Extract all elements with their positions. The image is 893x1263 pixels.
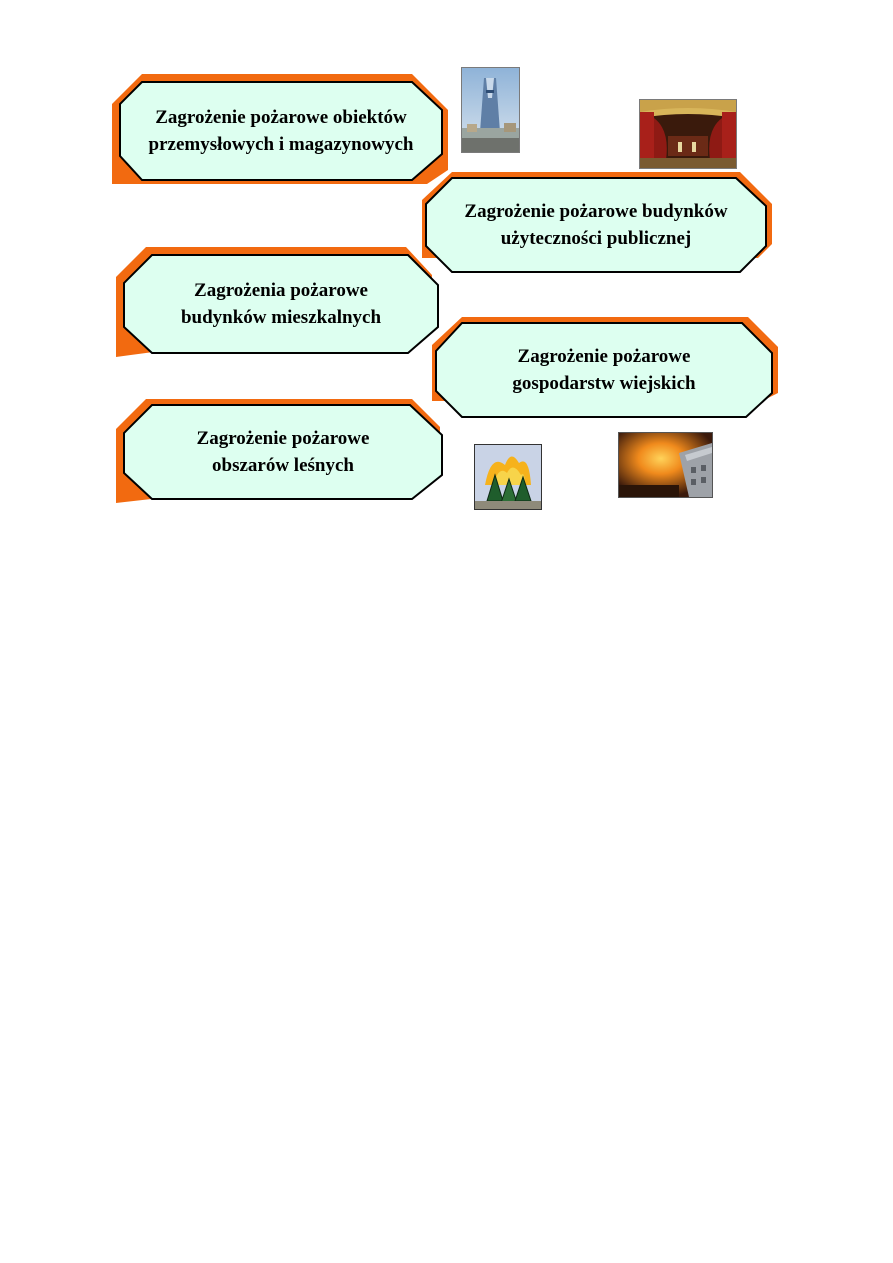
card-forest-fire-hazard: [116, 399, 446, 503]
card-public-label: Zagrożenie pożarowe budynków użyteczności publicznej: [464, 201, 728, 249]
theatre-stage-photo: [639, 99, 737, 169]
card-farm-label: Zagrożenie pożarowe gospodarstw wiejskich: [512, 346, 696, 394]
skyscraper-photo: [461, 67, 520, 153]
card-farm-fire-hazard: [432, 317, 778, 419]
card-forest-label: Zagrożenie pożarowe obszarów leśnych: [196, 428, 370, 476]
forest-fire-clipart: [474, 444, 542, 510]
card-residential-fire-hazard: [116, 247, 444, 357]
card-residential-label: Zagrożenia pożarowe budynków mieszkalnych: [180, 280, 382, 328]
card-public-buildings-fire-hazard: [422, 172, 772, 274]
building-fire-photo: [618, 432, 713, 498]
card-industrial-label: Zagrożenie pożarowe obiektów przemysłowych i magazynowych: [148, 107, 414, 155]
card-industrial-fire-hazard: [112, 74, 448, 184]
